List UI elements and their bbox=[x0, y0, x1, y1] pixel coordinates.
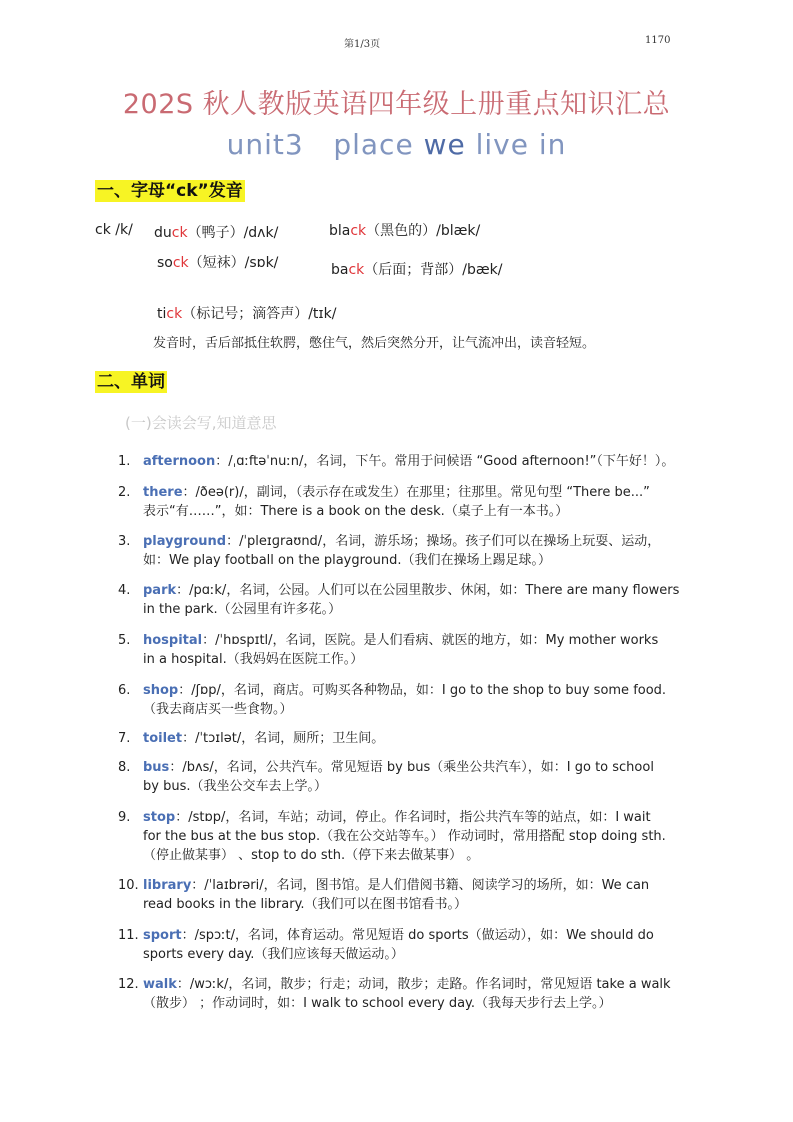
phonics-word-back bbox=[331, 259, 502, 279]
vocab-item-number: 4. bbox=[118, 583, 131, 598]
word-prefix: ti bbox=[157, 306, 167, 322]
vocab-word: sport bbox=[143, 928, 182, 943]
vocab-definition-line: read books in the library.（我们可以在图书馆看书。） bbox=[143, 897, 468, 912]
word-gloss: （鸭子）/dʌk/ bbox=[187, 225, 279, 241]
section-heading-letters: 一、字母“ck”发音 bbox=[97, 181, 243, 201]
vocab-definition-line: ：/pɑːk/，名词，公园。人们可以在公园里散步、休闲，如：There are many flowers bbox=[176, 583, 680, 598]
ck-highlight: ck bbox=[171, 225, 188, 241]
vocab-item-number: 8. bbox=[118, 760, 131, 775]
phonics-word-tick bbox=[157, 303, 336, 323]
ck-label: ck /k/ bbox=[95, 222, 133, 238]
vocab-item-number: 10. bbox=[118, 878, 139, 893]
word-prefix: bla bbox=[329, 223, 351, 239]
vocab-item bbox=[118, 631, 693, 669]
subsection-heading: (一)会读会写,知道意思 bbox=[125, 414, 277, 432]
vocab-definition-line: （散步） ；作动词时，如：I walk to school every day.（我每天步行去上学。） bbox=[143, 996, 612, 1011]
vocab-item-number: 7. bbox=[118, 731, 131, 746]
vocab-definition-line: for the bus at the bus stop.（我在公交站等车。） 作动词时，常用搭配 stop doing sth. bbox=[143, 829, 666, 844]
vocab-definition-line: ：/ˈhɒspɪtl/，名词，医院。是人们看病、就医的地方，如：My mother works bbox=[202, 633, 659, 648]
vocab-word: there bbox=[143, 485, 183, 500]
vocab-definition-line: in a hospital.（我妈妈在医院工作。） bbox=[143, 652, 364, 667]
vocab-item-number: 1. bbox=[118, 454, 131, 469]
pronunciation-description: 发音时，舌后部抵住软腭，憋住气，然后突然分开，让气流冲出，读音轻短。 bbox=[153, 336, 596, 351]
vocab-item bbox=[118, 808, 693, 865]
vocab-definition-line: ：/stɒp/，名词，车站；动词，停止。作名词时，指公共汽车等的站点，如：I wait bbox=[175, 810, 651, 825]
vocab-item-number: 9. bbox=[118, 810, 131, 825]
vocab-definition-line: ：/ˈlaɪbrəri/，名词，图书馆。是人们借阅书籍、阅读学习的场所，如：We can bbox=[191, 878, 650, 893]
ck-highlight: ck bbox=[350, 223, 367, 239]
word-gloss: （短袜）/sɒk/ bbox=[188, 255, 279, 271]
word-prefix: du bbox=[154, 225, 172, 241]
vocab-definition-line: ：/ˌɑːftəˈnuːn/，名词，下午。常用于问候语 “Good afternoon!”（下午好！）。 bbox=[215, 454, 675, 469]
document-title: 202S 秋人教版英语四年级上册重点知识汇总 bbox=[122, 89, 671, 120]
subtitle-suffix: live in bbox=[465, 128, 567, 161]
phonics-word-sock bbox=[157, 252, 278, 272]
vocab-item-number: 11. bbox=[118, 928, 139, 943]
ck-highlight: ck bbox=[172, 255, 189, 271]
page-indicator: 第1/3页 bbox=[344, 39, 381, 50]
vocab-word: toilet bbox=[143, 731, 183, 746]
subtitle-prefix: unit3 place bbox=[226, 128, 424, 161]
vocab-definition-line: in the park.（公园里有许多花。） bbox=[143, 602, 342, 617]
word-gloss: （黑色的）/blæk/ bbox=[366, 223, 481, 239]
vocab-word: bus bbox=[143, 760, 170, 775]
vocab-item bbox=[118, 729, 693, 748]
vocabulary-list bbox=[118, 452, 693, 1013]
vocab-definition-line: ：/ˈtɔɪlət/，名词，厕所；卫生间。 bbox=[182, 731, 385, 746]
vocab-definition-line: ：/ðeə(r)/，副词，（表示存在或发生）在那里；往那里。常见句型 “There be...” bbox=[182, 485, 650, 500]
vocab-item-number: 2. bbox=[118, 485, 131, 500]
phonics-word-duck bbox=[154, 222, 278, 242]
vocab-item bbox=[118, 975, 693, 1013]
phonics-word-black bbox=[329, 220, 480, 240]
vocab-item-number: 5. bbox=[118, 633, 131, 648]
vocab-item bbox=[118, 758, 693, 796]
vocab-definition-line: 表示“有……”，如：There is a book on the desk.（桌子上有一本书。） bbox=[143, 504, 569, 519]
word-gloss: （后面；背部）/bæk/ bbox=[364, 262, 503, 278]
vocab-word: afternoon bbox=[143, 454, 216, 469]
vocab-item bbox=[118, 483, 693, 521]
vocab-item bbox=[118, 581, 693, 619]
vocab-definition-line: （停止做某事） 、stop to do sth.（停下来去做某事） 。 bbox=[143, 848, 480, 863]
vocab-word: park bbox=[143, 583, 177, 598]
vocab-item-number: 12. bbox=[118, 977, 139, 992]
section-heading-vocabulary: 二、单词 bbox=[97, 372, 165, 392]
subtitle-highlight: we bbox=[423, 128, 466, 161]
vocab-definition-line: 如：We play football on the playground.（我们在操场上踢足球。） bbox=[143, 553, 551, 568]
word-prefix: ba bbox=[331, 262, 349, 278]
vocab-definition-line: ：/bʌs/，名词，公共汽车。常见短语 by bus（乘坐公共汽车），如：I go to school bbox=[169, 760, 654, 775]
vocab-definition-line: ：/wɔːk/，名词，散步；行走；动词，散步；走路。作名词时，常见短语 take a walk bbox=[176, 977, 671, 992]
vocab-item bbox=[118, 926, 693, 964]
vocab-item bbox=[118, 876, 693, 914]
vocab-definition-line: by bus.（我坐公交车去上学。） bbox=[143, 779, 327, 794]
ck-highlight: ck bbox=[348, 262, 365, 278]
vocab-word: shop bbox=[143, 683, 179, 698]
vocab-word: playground bbox=[143, 534, 227, 549]
vocab-word: hospital bbox=[143, 633, 203, 648]
vocab-item bbox=[118, 452, 693, 471]
document-number: 1170 bbox=[645, 35, 671, 46]
document-subtitle bbox=[0, 128, 793, 161]
vocab-definition-line: ：/spɔːt/，名词，体育运动。常见短语 do sports（做运动），如：We should do bbox=[181, 928, 654, 943]
page-header bbox=[0, 35, 793, 51]
vocab-item-number: 6. bbox=[118, 683, 131, 698]
vocab-word: stop bbox=[143, 810, 176, 825]
vocab-definition-line: （我去商店买一些食物。） bbox=[143, 702, 293, 717]
vocab-definition-line: ：/ˈpleɪɡraʊnd/，名词，游乐场；操场。孩子们可以在操场上玩耍、运动， bbox=[226, 534, 661, 549]
vocab-word: walk bbox=[143, 977, 177, 992]
vocab-item bbox=[118, 532, 693, 570]
word-prefix: so bbox=[157, 255, 173, 271]
word-gloss: （标记号；滴答声）/tɪk/ bbox=[182, 306, 337, 322]
vocab-item bbox=[118, 681, 693, 719]
vocab-item-number: 3. bbox=[118, 534, 131, 549]
vocab-definition-line: sports every day.（我们应该每天做运动。） bbox=[143, 947, 404, 962]
vocab-definition-line: ：/ʃɒp/，名词，商店。可购买各种物品，如：I go to the shop to buy some food. bbox=[178, 683, 667, 698]
vocab-word: library bbox=[143, 878, 192, 893]
ck-highlight: ck bbox=[166, 306, 183, 322]
